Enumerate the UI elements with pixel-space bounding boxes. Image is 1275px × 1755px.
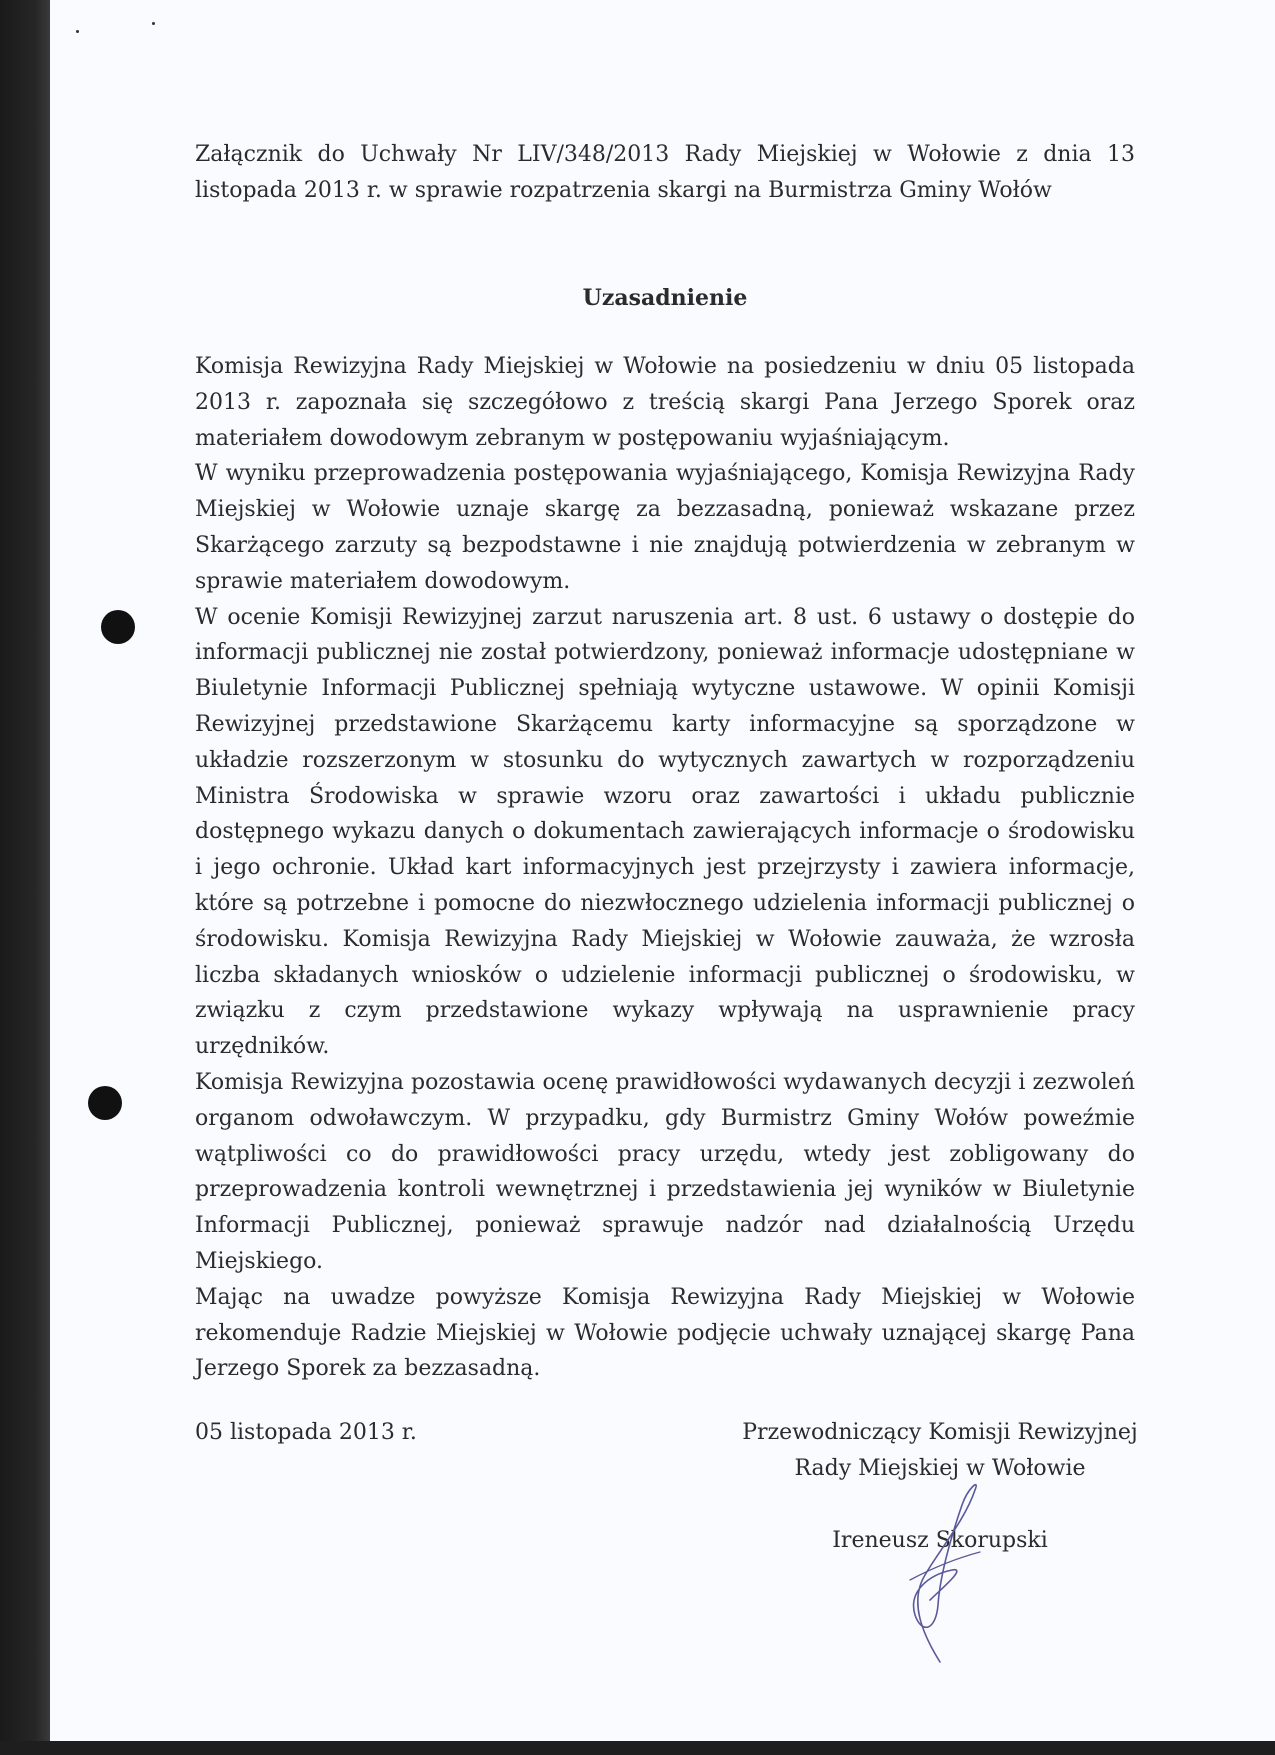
paragraph: Mając na uwadze powyższe Komisja Rewizyjna Rady Miejskiej w Wołowie rekomenduje Radzie Miejskiej w Wołowie podjęcie uchwały uznającej skargę Pana Jerzego Sporek za bezzasadną. xyxy=(195,1284,1135,1382)
punch-hole xyxy=(101,610,135,644)
scan-speck xyxy=(152,22,155,25)
paragraph: Komisja Rewizyjna pozostawia ocenę prawidłowości wydawanych decyzji i zezwoleń organom odwoławczym. W przypadku, gdy Burmistrz Gminy Wołów poweźmie wątpliwości co do prawidłowości pracy urzędu, wtedy jest zobligowany do przeprowadzenia kontroli wewnętrznej i przedstawienia jej wyników w Biuletynie Informacji Publicznej, ponieważ sprawuje nadzór nad działalnością Urzędu Miejskiego. xyxy=(195,1069,1135,1274)
document-date: 05 listopada 2013 r. xyxy=(195,1420,417,1445)
document-body xyxy=(195,349,1135,1387)
document-title: Uzasadnienie xyxy=(582,285,748,311)
signatory-role-line2: Rady Miejskiej w Wołowie xyxy=(794,1455,1086,1481)
scan-left-edge xyxy=(0,0,50,1755)
scan-bottom-edge xyxy=(0,1741,1275,1755)
scan-speck xyxy=(76,30,79,33)
attachment-header: Załącznik do Uchwały Nr LIV/348/2013 Rady Miejskiej w Wołowie z dnia 13 listopada 2013 r. w sprawie rozpatrzenia skargi na Burmistrza Gminy Wołów xyxy=(195,142,1135,203)
document-content xyxy=(195,137,1138,1553)
punch-hole xyxy=(88,1086,122,1120)
signatory-name: Ireneusz Skorupski xyxy=(832,1527,1048,1553)
paragraph: W ocenie Komisji Rewizyjnej zarzut naruszenia art. 8 ust. 6 ustawy o dostępie do informacji publicznej nie został potwierdzony, ponieważ informacje udostępniane w Biuletynie Informacji Publicznej spełniają wytyczne ustawowe. W opinii Komisji Rewizyjnej przedstawione Skarżącemu karty informacyjne są sporządzone w układzie rozszerzonym w stosunku do wytycznych zawartych w rozporządzeniu Ministra Środowiska w sprawie wzoru oraz zawartości i układu publicznie dostępnego wykazu danych o dokumentach zawierających informacje o środowisku i jego ochronie. Układ kart informacyjnych jest przejrzysty i zawiera informacje, które są potrzebne i pomocne do niezwłocznego udzielenia informacji publicznej o środowisku. Komisja Rewizyjna Rady Miejskiej w Wołowie zauważa, że wzrosła liczba składanych wniosków o udzielenie informacji publicznej o środowisku, w związku z czym przedstawione wykazy wpływają na usprawnienie pracy urzędników. xyxy=(195,604,1135,1060)
paragraph: Komisja Rewizyjna Rady Miejskiej w Wołowie na posiedzeniu w dniu 05 listopada 2013 r. zapoznała się szczegółowo z treścią skargi Pana Jerzego Sporek oraz materiałem dowodowym zebranym w postępowaniu wyjaśniającym. xyxy=(195,354,1135,451)
signatory-role-line1: Przewodniczący Komisji Rewizyjnej xyxy=(742,1420,1138,1445)
handwritten-signature xyxy=(880,1480,1000,1670)
paragraph: W wyniku przeprowadzenia postępowania wyjaśniającego, Komisja Rewizyjna Rady Miejskiej w Wołowie uznaje skargę za bezzasadną, ponieważ wskazane przez Skarżącego zarzuty są bezpodstawne i nie znajdują potwierdzenia w zebranym w sprawie materiałem dowodowym. xyxy=(195,461,1135,594)
